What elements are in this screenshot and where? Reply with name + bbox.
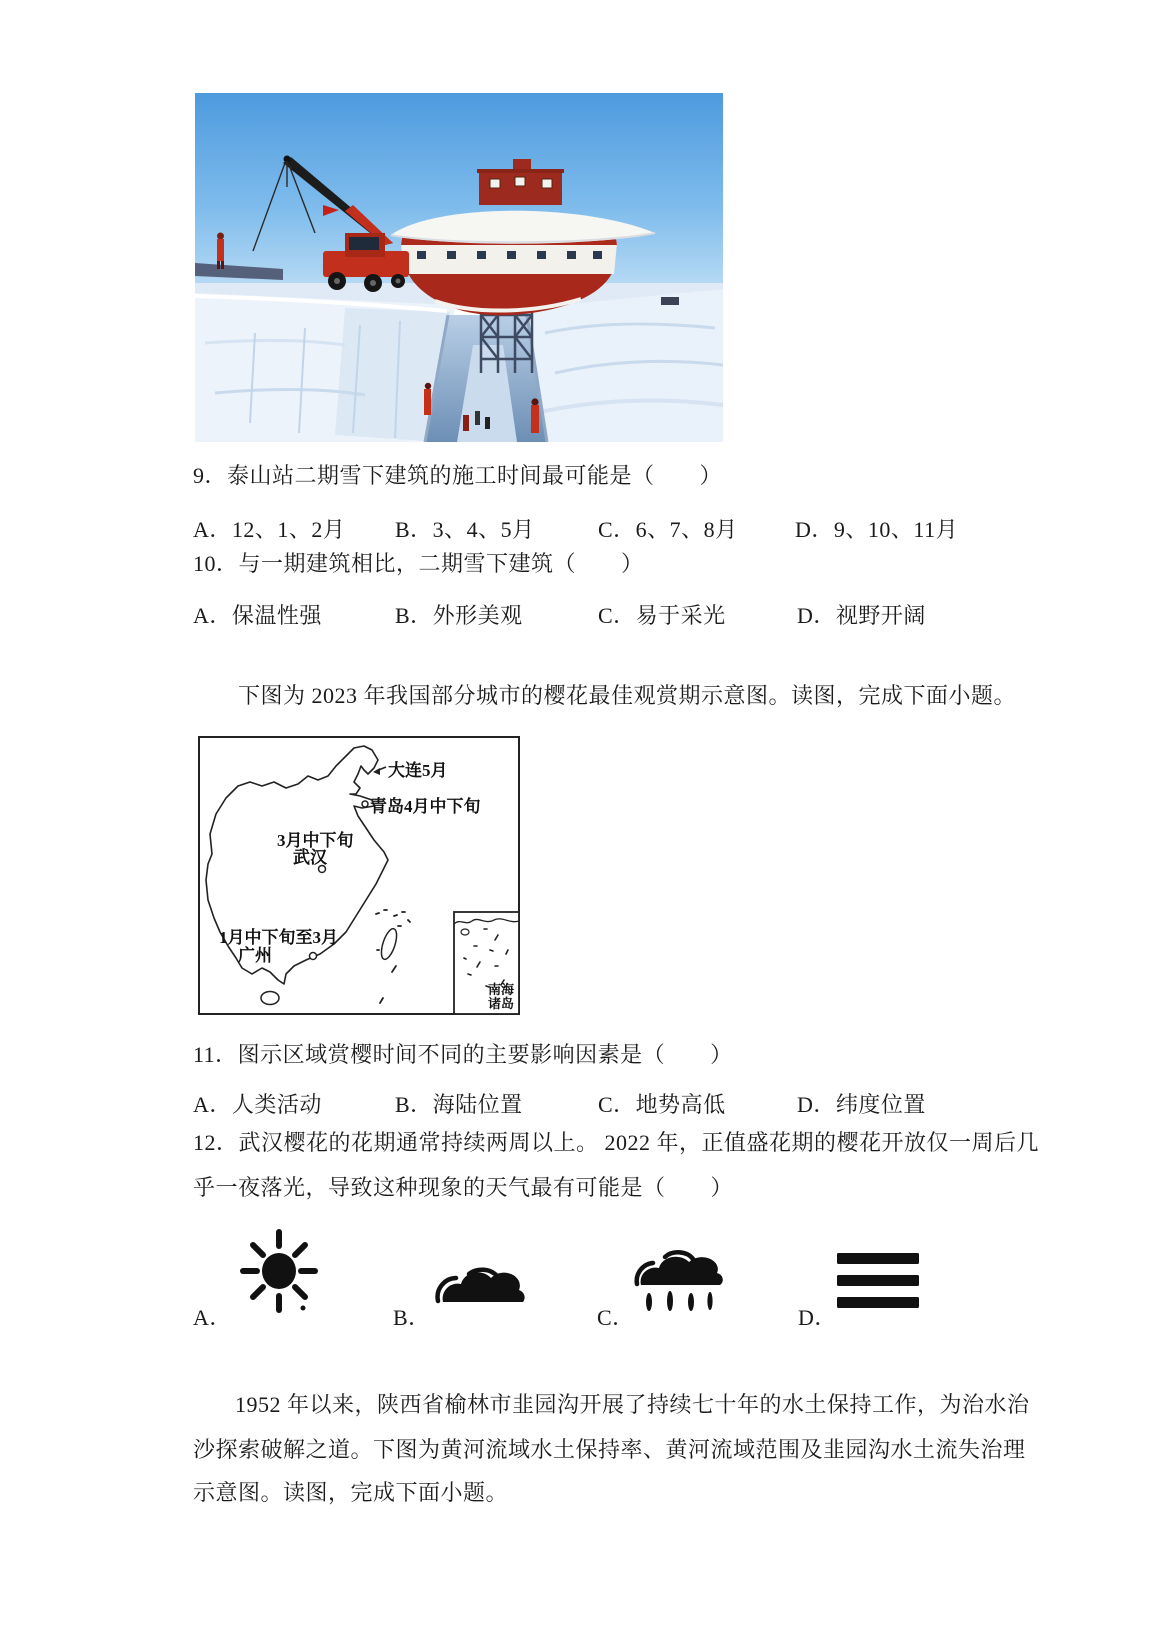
label-wuhan-period: 3月中下旬: [277, 831, 354, 850]
q10-option-b: B．外形美观: [395, 603, 523, 628]
q11-option-c: C．地势高低: [598, 1092, 726, 1117]
label-dalian: 大连5月: [388, 761, 448, 780]
q12-option-d-label: D．: [798, 1305, 837, 1330]
q9-option-b: B．3、4、5月: [395, 517, 535, 542]
sakura-map: [198, 736, 520, 1015]
q11-option-d: D．纬度位置: [797, 1092, 926, 1117]
question-12-line2: 乎一夜落光，导致这种现象的天气最有可能是（ ）: [193, 1175, 734, 1200]
label-qingdao: 青岛4月中下旬: [370, 797, 481, 816]
sakura-intro-text: 下图为 2023 年我国部分城市的樱花最佳观赏期示意图。读图，完成下面小题。: [238, 683, 1017, 708]
q10-option-a: A．保温性强: [193, 603, 322, 628]
q10-option-c: C．易于采光: [598, 603, 726, 628]
label-guangzhou: 广州: [238, 946, 272, 965]
sunny-icon: [237, 1228, 321, 1316]
question-10-text: 10．与一期建筑相比，二期雪下建筑（ ）: [193, 551, 644, 576]
yellow-river-intro-line1: 1952 年以来，陕西省榆林市韭园沟开展了持续七十年的水土保持工作，为治水治: [235, 1392, 1030, 1417]
guangzhou-marker: [310, 953, 317, 960]
q9-option-c: C．6、7、8月: [598, 517, 738, 542]
q12-option-c-label: C．: [597, 1305, 635, 1330]
q11-option-a: A．人类活动: [193, 1092, 322, 1117]
label-wuhan: 武汉: [293, 848, 327, 867]
q10-option-d: D．视野开阔: [797, 603, 926, 628]
q12-option-b-label: B．: [393, 1305, 431, 1330]
q9-option-a: A．12、1、2月: [193, 517, 346, 542]
label-nanhai-1: 南海: [488, 982, 515, 997]
yellow-river-intro-line2: 沙探索破解之道。下图为黄河流域水土保持率、黄河流域范围及韭园沟水土流失治理: [193, 1437, 1026, 1462]
station-photo-illustration: [195, 93, 723, 442]
question-9-text: 9．泰山站二期雪下建筑的施工时间最可能是（ ）: [193, 463, 723, 488]
yellow-river-intro-line3: 示意图。读图，完成下面小题。: [193, 1480, 509, 1505]
cloudy-icon: [435, 1260, 529, 1306]
qingdao-marker: [362, 801, 368, 807]
question-11-text: 11．图示区域赏樱时间不同的主要影响因素是（ ）: [193, 1042, 733, 1067]
rain-icon: [633, 1245, 725, 1315]
fog-icon: [837, 1253, 919, 1311]
q9-option-d: D．9、10、11月: [795, 517, 959, 542]
taishan-station-photo: [195, 93, 723, 442]
q11-option-b: B．海陆位置: [395, 1092, 523, 1117]
question-12-line1: 12．武汉樱花的花期通常持续两周以上。 2022 年，正值盛花期的樱花开放仅一周后几: [193, 1130, 1040, 1155]
q12-option-a-label: A．: [193, 1305, 232, 1330]
label-nanhai-2: 诸岛: [488, 996, 515, 1011]
china-map-illustration: [198, 736, 520, 1015]
label-guangzhou-period: 1月中下旬至3月: [219, 928, 338, 947]
